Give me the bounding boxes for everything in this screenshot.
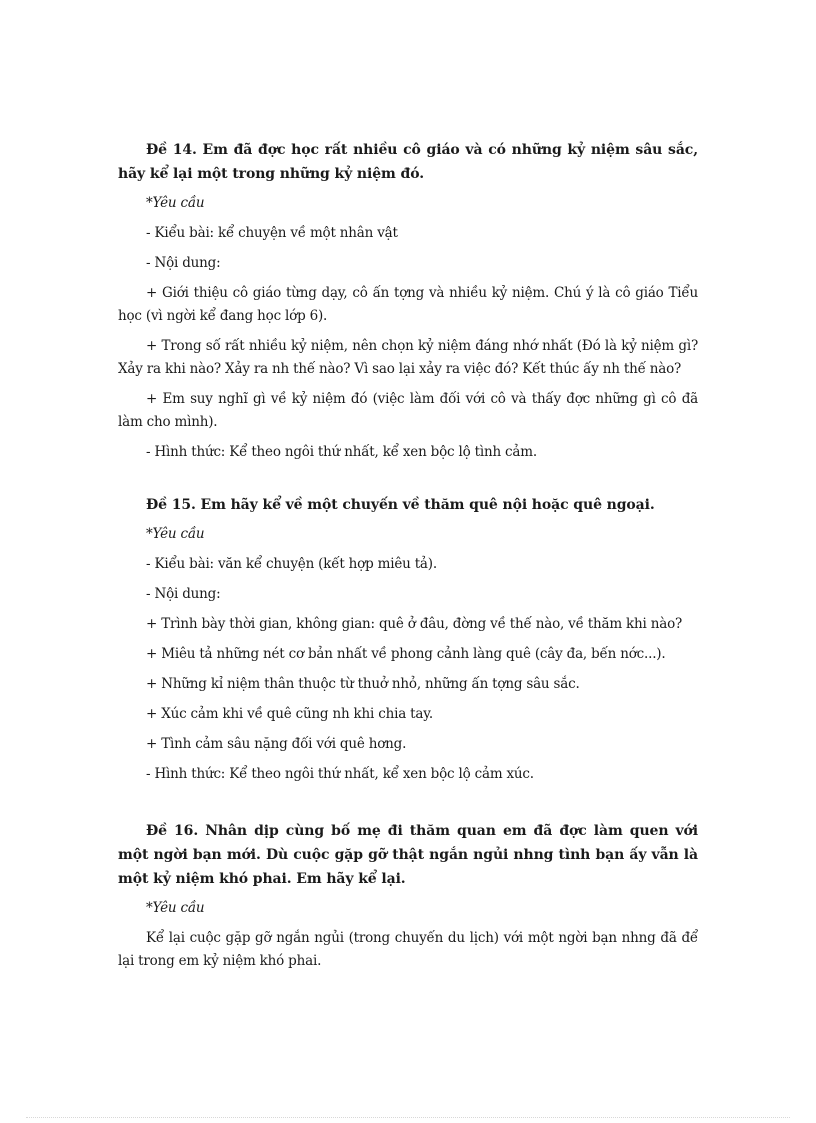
- section-heading: Đề 15. Em hãy kể về một chuyến về thăm quê nội hoặc quê ngoại.: [146, 497, 655, 513]
- page-bottom-divider: [26, 1117, 790, 1118]
- content-line: + Em suy nghĩ gì về kỷ niệm đó (việc làm đối với cô và thấy đợc những gì cô đã làm cho mình).: [118, 391, 698, 430]
- content-line: + Xúc cảm khi về quê cũng nh khi chia tay.: [146, 706, 433, 722]
- content-line: + Giới thiệu cô giáo từng dạy, cô ấn tợng và nhiều kỷ niệm. Chú ý là cô giáo Tiểu học (vì ngời kể đang học lớp 6).: [118, 285, 698, 324]
- requirement-label: *Yêu cầu: [146, 900, 205, 916]
- content-line: + Những kỉ niệm thân thuộc từ thuở nhỏ, những ấn tợng sâu sắc.: [146, 676, 580, 692]
- section-de-15: [118, 493, 698, 786]
- section-heading: Đề 16. Nhân dịp cùng bố mẹ đi thăm quan em đã đợc làm quen với một ngời bạn mới. Dù cuộc gặp gỡ thật ngắn ngủi nhng tình bạn ấy vẫn là một kỷ niệm khó phai. Em hãy kể lại.: [118, 823, 698, 887]
- content-line: - Hình thức: Kể theo ngôi thứ nhất, kể xen bộc lộ tình cảm.: [146, 444, 537, 460]
- section-heading: Đề 14. Em đã đợc học rất nhiều cô giáo và có những kỷ niệm sâu sắc, hãy kể lại một trong những kỷ niệm đó.: [118, 142, 698, 182]
- content-line: + Tình cảm sâu nặng đối với quê hơng.: [146, 736, 407, 752]
- content-line: Kể lại cuộc gặp gỡ ngắn ngủi (trong chuyến du lịch) với một ngời bạn nhng đã để lại trong em kỷ niệm khó phai.: [118, 930, 698, 969]
- section-spacer: [118, 471, 698, 493]
- document-page: [118, 138, 698, 980]
- section-de-14: [118, 138, 698, 464]
- content-line: + Trình bày thời gian, không gian: quê ở đâu, đờng về thế nào, về thăm khi nào?: [146, 616, 683, 632]
- content-line: - Hình thức: Kể theo ngôi thứ nhất, kể xen bộc lộ cảm xúc.: [146, 766, 534, 782]
- content-line: - Nội dung:: [146, 586, 221, 602]
- content-line: - Kiểu bài: kể chuyện về một nhân vật: [146, 225, 398, 241]
- content-line: + Trong số rất nhiều kỷ niệm, nên chọn kỷ niệm đáng nhớ nhất (Đó là kỷ niệm gì? Xảy ra khi nào? Xảy ra nh thế nào? Vì sao lại xảy ra việc đó? Kết thúc ấy nh thế nào?: [118, 338, 698, 377]
- content-line: + Miêu tả những nét cơ bản nhất về phong cảnh làng quê (cây đa, bến nớc...).: [146, 646, 666, 662]
- section-de-16: [118, 819, 698, 973]
- content-line: - Kiểu bài: văn kể chuyện (kết hợp miêu tả).: [146, 556, 437, 572]
- content-line: - Nội dung:: [146, 255, 221, 271]
- requirement-label: *Yêu cầu: [146, 195, 205, 211]
- section-spacer: [118, 793, 698, 819]
- requirement-label: *Yêu cầu: [146, 526, 205, 542]
